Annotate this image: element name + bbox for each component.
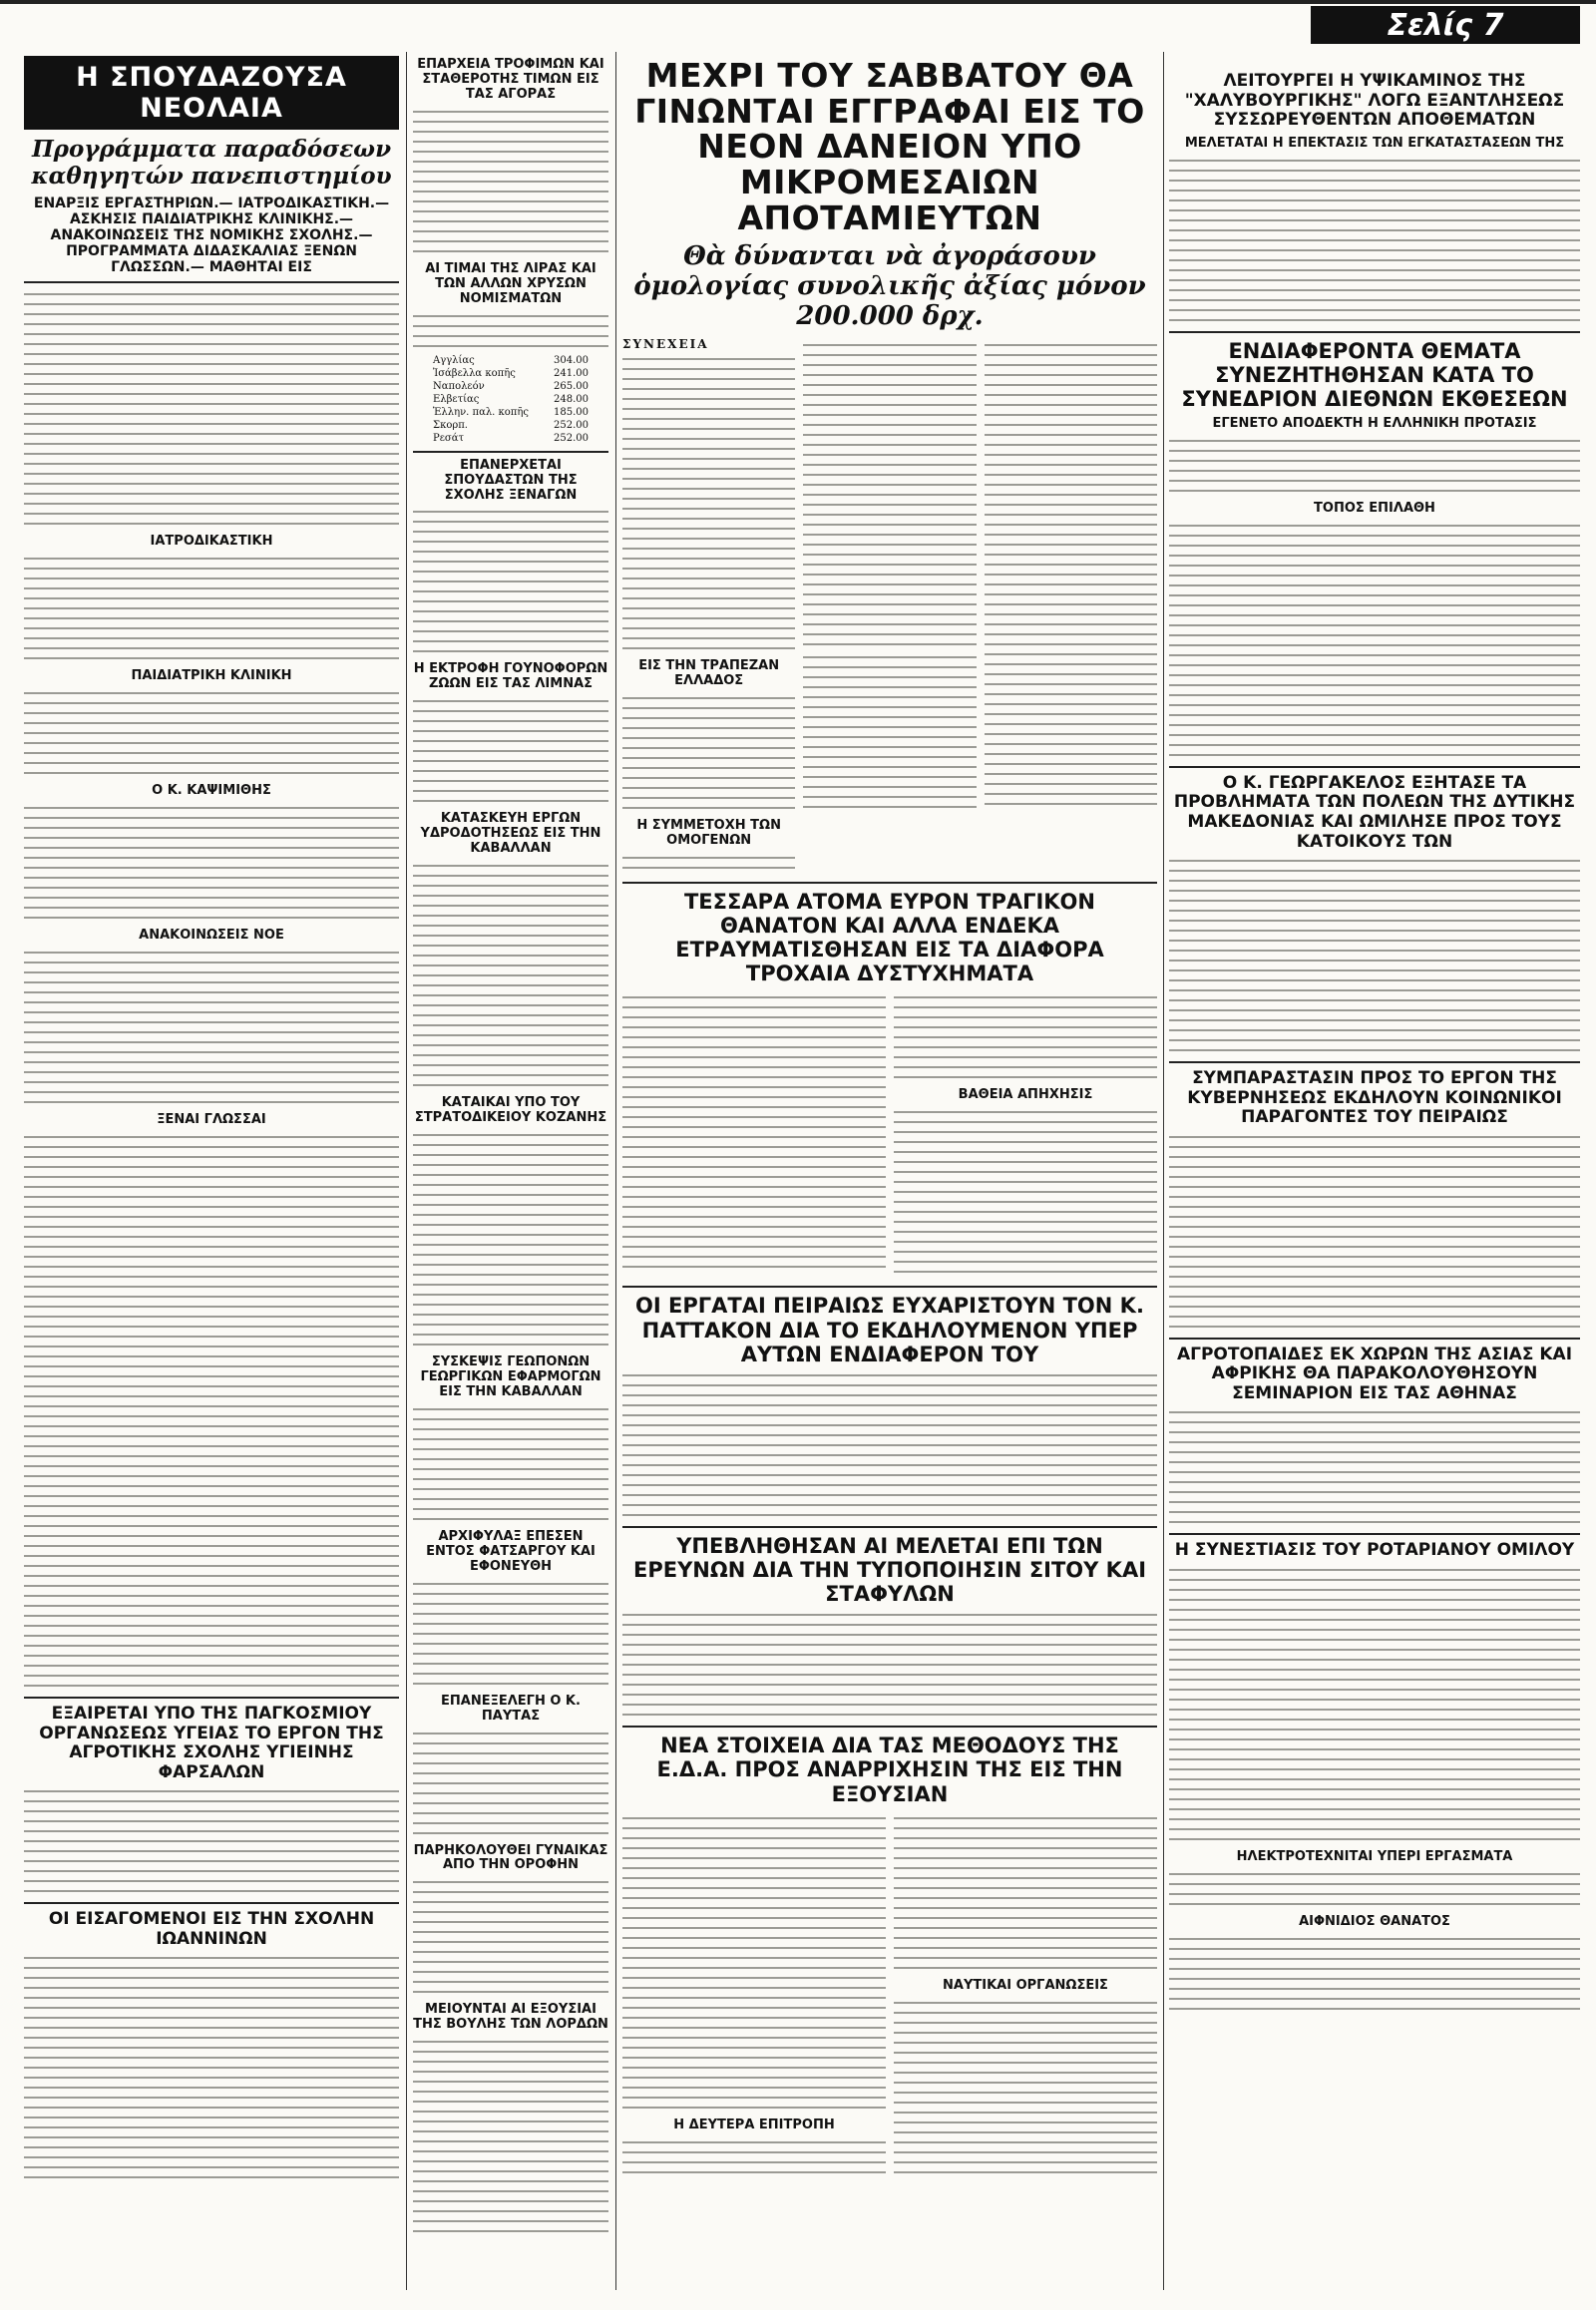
reelect-headline: ΕΠΑΝΕΞΕΛΕΓΗ Ο Κ. ΠΑΥΤΑΣ — [441, 1693, 581, 1724]
divider — [24, 281, 399, 283]
price-row: Αγγλίας 304.00 — [433, 354, 589, 366]
ornament-continued: ΣΥΝΕΧΕΙΑ — [622, 337, 709, 352]
piraeus-headline: ΟΙ ΕΡΓΑΤΑΙ ΠΕΙΡΑΙΩΣ ΕΥΧΑΡΙΣΤΟΥΝ ΤΟΝ Κ. ΠΑΤΤΑΚΟΝ ΔΙΑ ΤΟ ΕΚΔΗΛΟΥΜΕΝΟΝ ΥΠΕΡ ΑΥΤΩΝ ΕΝΔΙΑΦΕΡΟΝ ΤΟΥ — [635, 1294, 1144, 1366]
column-rule — [1163, 52, 1164, 2290]
text-block — [413, 107, 608, 256]
text-block — [1169, 156, 1580, 325]
text-block — [894, 1813, 1157, 1973]
story-column — [622, 337, 795, 876]
text-block — [413, 1130, 608, 1349]
text-block — [1169, 1132, 1580, 1332]
page-number-banner: Σελίς 7 — [1311, 6, 1580, 44]
divider — [1169, 1338, 1580, 1340]
price-row: Ναπολεόν 265.00 — [433, 380, 589, 392]
text-block — [894, 1998, 1157, 2177]
text-block — [1169, 1407, 1580, 1527]
subhead: ΑΝΑΚΟΙΝΩΣΕΙΣ ΝΟΕ — [139, 928, 284, 944]
text-block — [894, 992, 1157, 1082]
place-subhead: ΤΟΠΟΣ ΕΠΙΛΑΘΗ — [1314, 500, 1435, 516]
text-block — [24, 1786, 399, 1896]
jobs-subhead: ΗΛΕΚΤΡΟΤΕΧΝΙΤΑΙ ΥΠΕΡΙ ΕΡΓΑΣΜΑΤΑ — [1236, 1848, 1513, 1864]
column-1 — [24, 56, 399, 2290]
column-3 — [622, 52, 1157, 2290]
divider — [413, 451, 608, 453]
subhead: Ο Κ. ΚΑΨΙΜΙΘΗΣ — [152, 783, 271, 799]
macedonia-headline: Ο Κ. ΓΕΩΡΓΑΚΕΛΟΣ ΕΞΗΤΑΣΕ ΤΑ ΠΡΟΒΛΗΜΑΤΑ ΤΩΝ ΠΟΛΕΩΝ ΤΗΣ ΔΥΤΙΚΗΣ ΜΑΚΕΔΟΝΙΑΣ ΚΑΙ ΩΜΙΛΗΣΕ ΠΡΟΣ ΤΟΥΣ ΚΑΤΟΙΚΟΥΣ ΤΩΝ — [1173, 772, 1576, 852]
farmers-headline: ΑΓΡΟΤΟΠΑΙΔΕΣ ΕΚ ΧΩΡΩΝ ΤΗΣ ΑΣΙΑΣ ΚΑΙ ΑΦΡΙΚΗΣ ΘΑ ΠΑΡΑΚΟΛΟΥΘΗΣΟΥΝ ΣΕΜΙΝΑΡΙΟΝ ΕΙΣ ΤΑΣ ΑΘΗΝΑΣ — [1176, 1344, 1573, 1403]
divider — [1169, 766, 1580, 768]
eparchy-headline: ΕΠΑΡΧΕΙΑ ΤΡΟΦΙΜΩΝ ΚΑΙ ΣΤΑΘΕΡΟΤΗΣ ΤΙΜΩΝ ΕΙΣ ΤΑΣ ΑΓΟΡΑΣ — [417, 57, 604, 102]
subhead: ΙΑΤΡΟΔΙΚΑΣΤΙΚΗ — [150, 534, 273, 550]
text-block — [1169, 436, 1580, 496]
lords-headline: ΜΕΙΟΥΝΤΑΙ ΑΙ ΕΞΟΥΣΙΑΙ ΤΗΣ ΒΟΥΛΗΣ ΤΩΝ ΛΟΡΔΩΝ — [413, 2002, 608, 2033]
price-row: Ελβετίας 248.00 — [433, 393, 589, 405]
ioannina-headline: ΟΙ ΕΙΣΑΓΟΜΕΝΟΙ ΕΙΣ ΤΗΝ ΣΧΟΛΗΝ ΙΩΑΝΝΙΝΩΝ — [48, 1909, 375, 1949]
divider — [622, 1726, 1157, 1728]
column-2 — [413, 52, 608, 2290]
text-block — [413, 1729, 608, 1838]
divider — [24, 1697, 399, 1699]
text-block — [1169, 521, 1580, 760]
text-block — [24, 803, 399, 923]
steel-headline: ΛΕΙΤΟΥΡΓΕΙ Η ΥΨΙΚΑΜΙΝΟΣ ΤΗΣ "ΧΑΛΥΒΟΥΡΓΙΚΗΣ" ΛΟΓΩ ΕΞΑΝΤΛΗΣΕΩΣ ΣΥΣΣΩΡΕΥΘΕΝΤΩΝ ΑΠΟΘΕΜΑΤΩΝ — [1184, 71, 1565, 131]
story-column — [622, 1810, 886, 2180]
text-block — [622, 2137, 886, 2177]
text-block — [413, 696, 608, 806]
subhead: ΝΑΥΤΙΚΑΙ ΟΡΓΑΝΩΣΕΙΣ — [943, 1977, 1108, 1993]
expo-subhead: ΕΓΕΝΕΤΟ ΑΠΟΔΕΚΤΗ Η ΕΛΛΗΝΙΚΗ ΠΡΟΤΑΣΙΣ — [1212, 416, 1537, 431]
price-row: Ἑλλην. παλ. κοπῆς 185.00 — [433, 406, 589, 418]
text-block — [1169, 856, 1580, 1055]
text-block — [413, 1404, 608, 1524]
masthead-spacer — [1169, 52, 1580, 66]
text-block — [24, 289, 399, 529]
story-column — [985, 337, 1157, 876]
guard-headline: ΑΡΧΙΦΥΛΑΞ ΕΠΕΣΕΝ ΕΝΤΟΣ ΦΑΤΣΑΡΓΟΥ ΚΑΙ ΕΦΟΝΕΥΘΗ — [426, 1528, 596, 1574]
text-block — [1169, 1869, 1580, 1909]
water-headline: ΚΑΤΑΣΚΕΥΗ ΕΡΓΩΝ ΥΔΡΟΔΟΤΗΣΕΩΣ ΕΙΣ ΤΗΝ ΚΑΒΑΛΛΑΝ — [420, 811, 601, 857]
story-column — [894, 1810, 1157, 2180]
text-block — [413, 1579, 608, 1689]
fur-headline: Η ΕΚΤΡΟΦΗ ΓΟΥΝΟΦΟΡΩΝ ΖΩΩΝ ΕΙΣ ΤΑΣ ΛΙΜΝΑΣ — [413, 661, 608, 692]
lead-headline: ΕΝΑΡΞΙΣ ΕΡΓΑΣΤΗΡΙΩΝ.— ΙΑΤΡΟΔΙΚΑΣΤΙΚΗ.— ΑΣΚΗΣΙΣ ΠΑΙΔΙΑΤΡΙΚΗΣ ΚΛΙΝΙΚΗΣ.— ΑΝΑΚΟΙΝΩΣΕΙΣ ΤΗΣ ΝΟΜΙΚΗΣ ΣΧΟΛΗΣ.— ΠΡΟΓΡΑΜΜΑΤΑ ΔΙΔΑΣΚΑΛΙΑΣ ΞΕΝΩΝ ΓΛΩΣΣΩΝ.— ΜΑΘΗΤΑΙ ΕΙΣ — [33, 195, 390, 276]
traffic-headline: ΤΕΣΣΑΡΑ ΑΤΟΜΑ ΕΥΡΟΝ ΤΡΑΓΙΚΟΝ ΘΑΝΑΤΟΝ ΚΑΙ ΑΛΛΑ ΕΝΔΕΚΑ ΕΤΡΑΥΜΑΤΙΣΘΗΣΑΝ ΕΙΣ ΤΑ ΔΙΑΦΟΡΑ ΤΡΟΧΑΙΑ ΔΥΣΤΥΧΗΜΑΤΑ — [675, 889, 1104, 986]
price-row: Σκορπ. 252.00 — [433, 419, 589, 431]
text-block — [622, 354, 795, 653]
section-subtitle: Προγράμματα παραδόσεων καθηγητών πανεπιστημίου — [31, 136, 392, 190]
text-block — [413, 2037, 608, 2236]
main-subheadline: Θὰ δύνανται νὰ ἀγοράσουν ὁμολογίας συνολικῆς ἀξίας μόνον 200.000 δρχ. — [633, 241, 1146, 332]
text-block — [24, 1132, 399, 1691]
column-rule — [406, 52, 407, 2290]
text-block — [985, 340, 1157, 809]
text-block — [413, 507, 608, 656]
text-block — [24, 688, 399, 778]
subhead: ΞΕΝΑΙ ΓΛΩΣΣΑΙ — [157, 1112, 266, 1128]
court-headline: ΚΑΤΑΙΚΑΙ ΥΠΟ ΤΟΥ ΣΤΡΑΤΟΔΙΚΕΙΟΥ ΚΟΖΑΝΗΣ — [414, 1095, 607, 1126]
divider — [622, 1286, 1157, 1288]
geo-headline: ΣΥΣΚΕΨΙΣ ΓΕΩΠΟΝΩΝ ΓΕΩΡΓΙΚΩΝ ΕΦΑΡΜΟΓΩΝ ΕΙΣ ΤΗΝ ΚΑΒΑΛΛΑΝ — [420, 1354, 601, 1399]
column-rule — [615, 52, 616, 2290]
text-block — [622, 992, 886, 1272]
main-headline: ΜΕΧΡΙ ΤΟΥ ΣΑΒΒΑΤΟΥ ΘΑ ΓΙΝΩΝΤΑΙ ΕΓΓΡΑΦΑΙ ΕΙΣ ΤΟ ΝΕΟΝ ΔΑΝΕΙΟΝ ΥΠΟ ΜΙΚΡΟΜΕΣΑΙΩΝ ΑΠΟΤΑΜΙΕΥΤΩΝ — [634, 56, 1145, 237]
divider — [1169, 1061, 1580, 1063]
divider — [1169, 1533, 1580, 1535]
divider — [24, 1902, 399, 1904]
text-block — [622, 1370, 1157, 1520]
text-block — [413, 1877, 608, 1997]
text-block — [413, 311, 608, 351]
who-headline: ΕΞΑΙΡΕΤΑΙ ΥΠΟ ΤΗΣ ΠΑΓΚΟΣΜΙΟΥ ΟΡΓΑΝΩΣΕΩΣ ΥΓΕΙΑΣ ΤΟ ΕΡΓΟΝ ΤΗΣ ΑΓΡΟΤΙΚΗΣ ΣΧΟΛΗΣ ΥΓΙΕΙΝΗΣ ΦΑΡΣΑΛΩΝ — [39, 1704, 384, 1782]
text-block — [24, 554, 399, 663]
story-column — [803, 337, 976, 876]
expo-headline: ΕΝΔΙΑΦΕΡΟΝΤΑ ΘΕΜΑΤΑ ΣΥΝΕΖΗΤΗΘΗΣΑΝ ΚΑΤΑ ΤΟ ΣΥΝΕΔΡΙΟΝ ΔΙΕΘΝΩΝ ΕΚΘΕΣΕΩΝ — [1181, 338, 1568, 411]
death-subhead: ΑΙΦΝΙΔΙΟΣ ΘΑΝΑΤΟΣ — [1299, 1913, 1450, 1929]
text-block — [622, 693, 795, 813]
gold-price-table — [413, 354, 608, 445]
text-block — [622, 853, 795, 873]
eda-story — [622, 1810, 1157, 2180]
text-block — [413, 861, 608, 1090]
story-column — [622, 989, 886, 1280]
grain-headline: ΥΠΕΒΛΗΘΗΣΑΝ ΑΙ ΜΕΛΕΤΑΙ ΕΠΙ ΤΩΝ ΕΡΕΥΝΩΝ ΔΙΑ ΤΗΝ ΤΥΠΟΠΟΙΗΣΙΝ ΣΙΤΟΥ ΚΑΙ ΣΤΑΦΥΛΩΝ — [632, 1533, 1147, 1607]
text-block — [803, 340, 976, 649]
column-4 — [1169, 52, 1580, 2290]
text-block — [622, 1610, 1157, 1720]
story-column — [894, 989, 1157, 1280]
subhead: ΒΑΘΕΙΑ ΑΠΗΧΗΣΙΣ — [958, 1087, 1093, 1103]
subhead: ΠΑΙΔΙΑΤΡΙΚΗ ΚΛΙΝΙΚΗ — [131, 668, 292, 684]
text-block — [24, 948, 399, 1107]
traffic-story — [622, 989, 1157, 1280]
divider — [622, 1526, 1157, 1528]
students-headline: ΕΠΑΝΕΡΧΕΤΑΙ ΣΠΟΥΔΑΣΤΩΝ ΤΗΣ ΣΧΟΛΗΣ ΞΕΝΑΓΩΝ — [444, 457, 578, 503]
main-story — [622, 337, 1157, 876]
price-row: Ἰσάβελλα κοπῆς 241.00 — [433, 367, 589, 379]
bank-subhead: ΕΙΣ ΤΗΝ ΤΡΑΠΕΖΑΝ ΕΛΛΑΔΟΣ — [638, 658, 780, 689]
price-row: Ρεσάτ 252.00 — [433, 432, 589, 444]
top-rule — [0, 0, 1596, 4]
text-block — [1169, 1565, 1580, 1844]
text-block — [1169, 1934, 1580, 2014]
divider — [622, 882, 1157, 884]
diaspora-subhead: Η ΣΥΜΜΕΤΟΧΗ ΤΩΝ ΟΜΟΓΕΝΩΝ — [636, 818, 781, 848]
text-block — [894, 1107, 1157, 1277]
section-banner: Η ΣΠΟΥΔΑΖΟΥΣΑ ΝΕΟΛΑΙΑ — [24, 56, 399, 130]
text-block — [622, 1813, 886, 2113]
subhead: Η ΔΕΥΤΕΡΑ ΕΠΙΤΡΟΠΗ — [673, 2117, 835, 2132]
support-headline: ΣΥΜΠΑΡΑΣΤΑΣΙΝ ΠΡΟΣ ΤΟ ΕΡΓΟΝ ΤΗΣ ΚΥΒΕΡΝΗΣΕΩΣ ΕΚΔΗΛΟΥΝ ΚΟΙΝΩΝΙΚΟΙ ΠΑΡΑΓΟΝΤΕΣ ΤΟΥ ΠΕΙΡΑΙΩΣ — [1187, 1068, 1562, 1128]
fall-headline: ΠΑΡΗΚΟΛΟΥΘΕΙ ΓΥΝΑΙΚΑΣ ΑΠΟ ΤΗΝ ΟΡΟΦΗΝ — [413, 1842, 608, 1873]
steel-subhead: ΜΕΛΕΤΑΤΑΙ Η ΕΠΕΚΤΑΣΙΣ ΤΩΝ ΕΓΚΑΤΑΣΤΑΣΕΩΝ ΤΗΣ — [1184, 135, 1565, 151]
prices-headline: ΑΙ ΤΙΜΑΙ ΤΗΣ ΛΙΡΑΣ ΚΑΙ ΤΩΝ ΑΛΛΩΝ ΧΡΥΣΩΝ ΝΟΜΙΣΜΑΤΩΝ — [425, 260, 597, 306]
divider — [1169, 331, 1580, 333]
text-block — [803, 652, 976, 812]
rotary-headline: Η ΣΥΝΕΣΤΙΑΣΙΣ ΤΟΥ ΡΟΤΑΡΙΑΝΟΥ ΟΜΙΛΟΥ — [1174, 1540, 1575, 1561]
eda-headline: ΝΕΑ ΣΤΟΙΧΕΙΑ ΔΙΑ ΤΑΣ ΜΕΘΟΔΟΥΣ ΤΗΣ Ε.Δ.Α. ΠΡΟΣ ΑΝΑΡΡΙΧΗΣΙΝ ΤΗΣ ΕΙΣ ΤΗΝ ΕΞΟΥΣΙΑΝ — [656, 1733, 1123, 1806]
text-block — [24, 1953, 399, 2182]
